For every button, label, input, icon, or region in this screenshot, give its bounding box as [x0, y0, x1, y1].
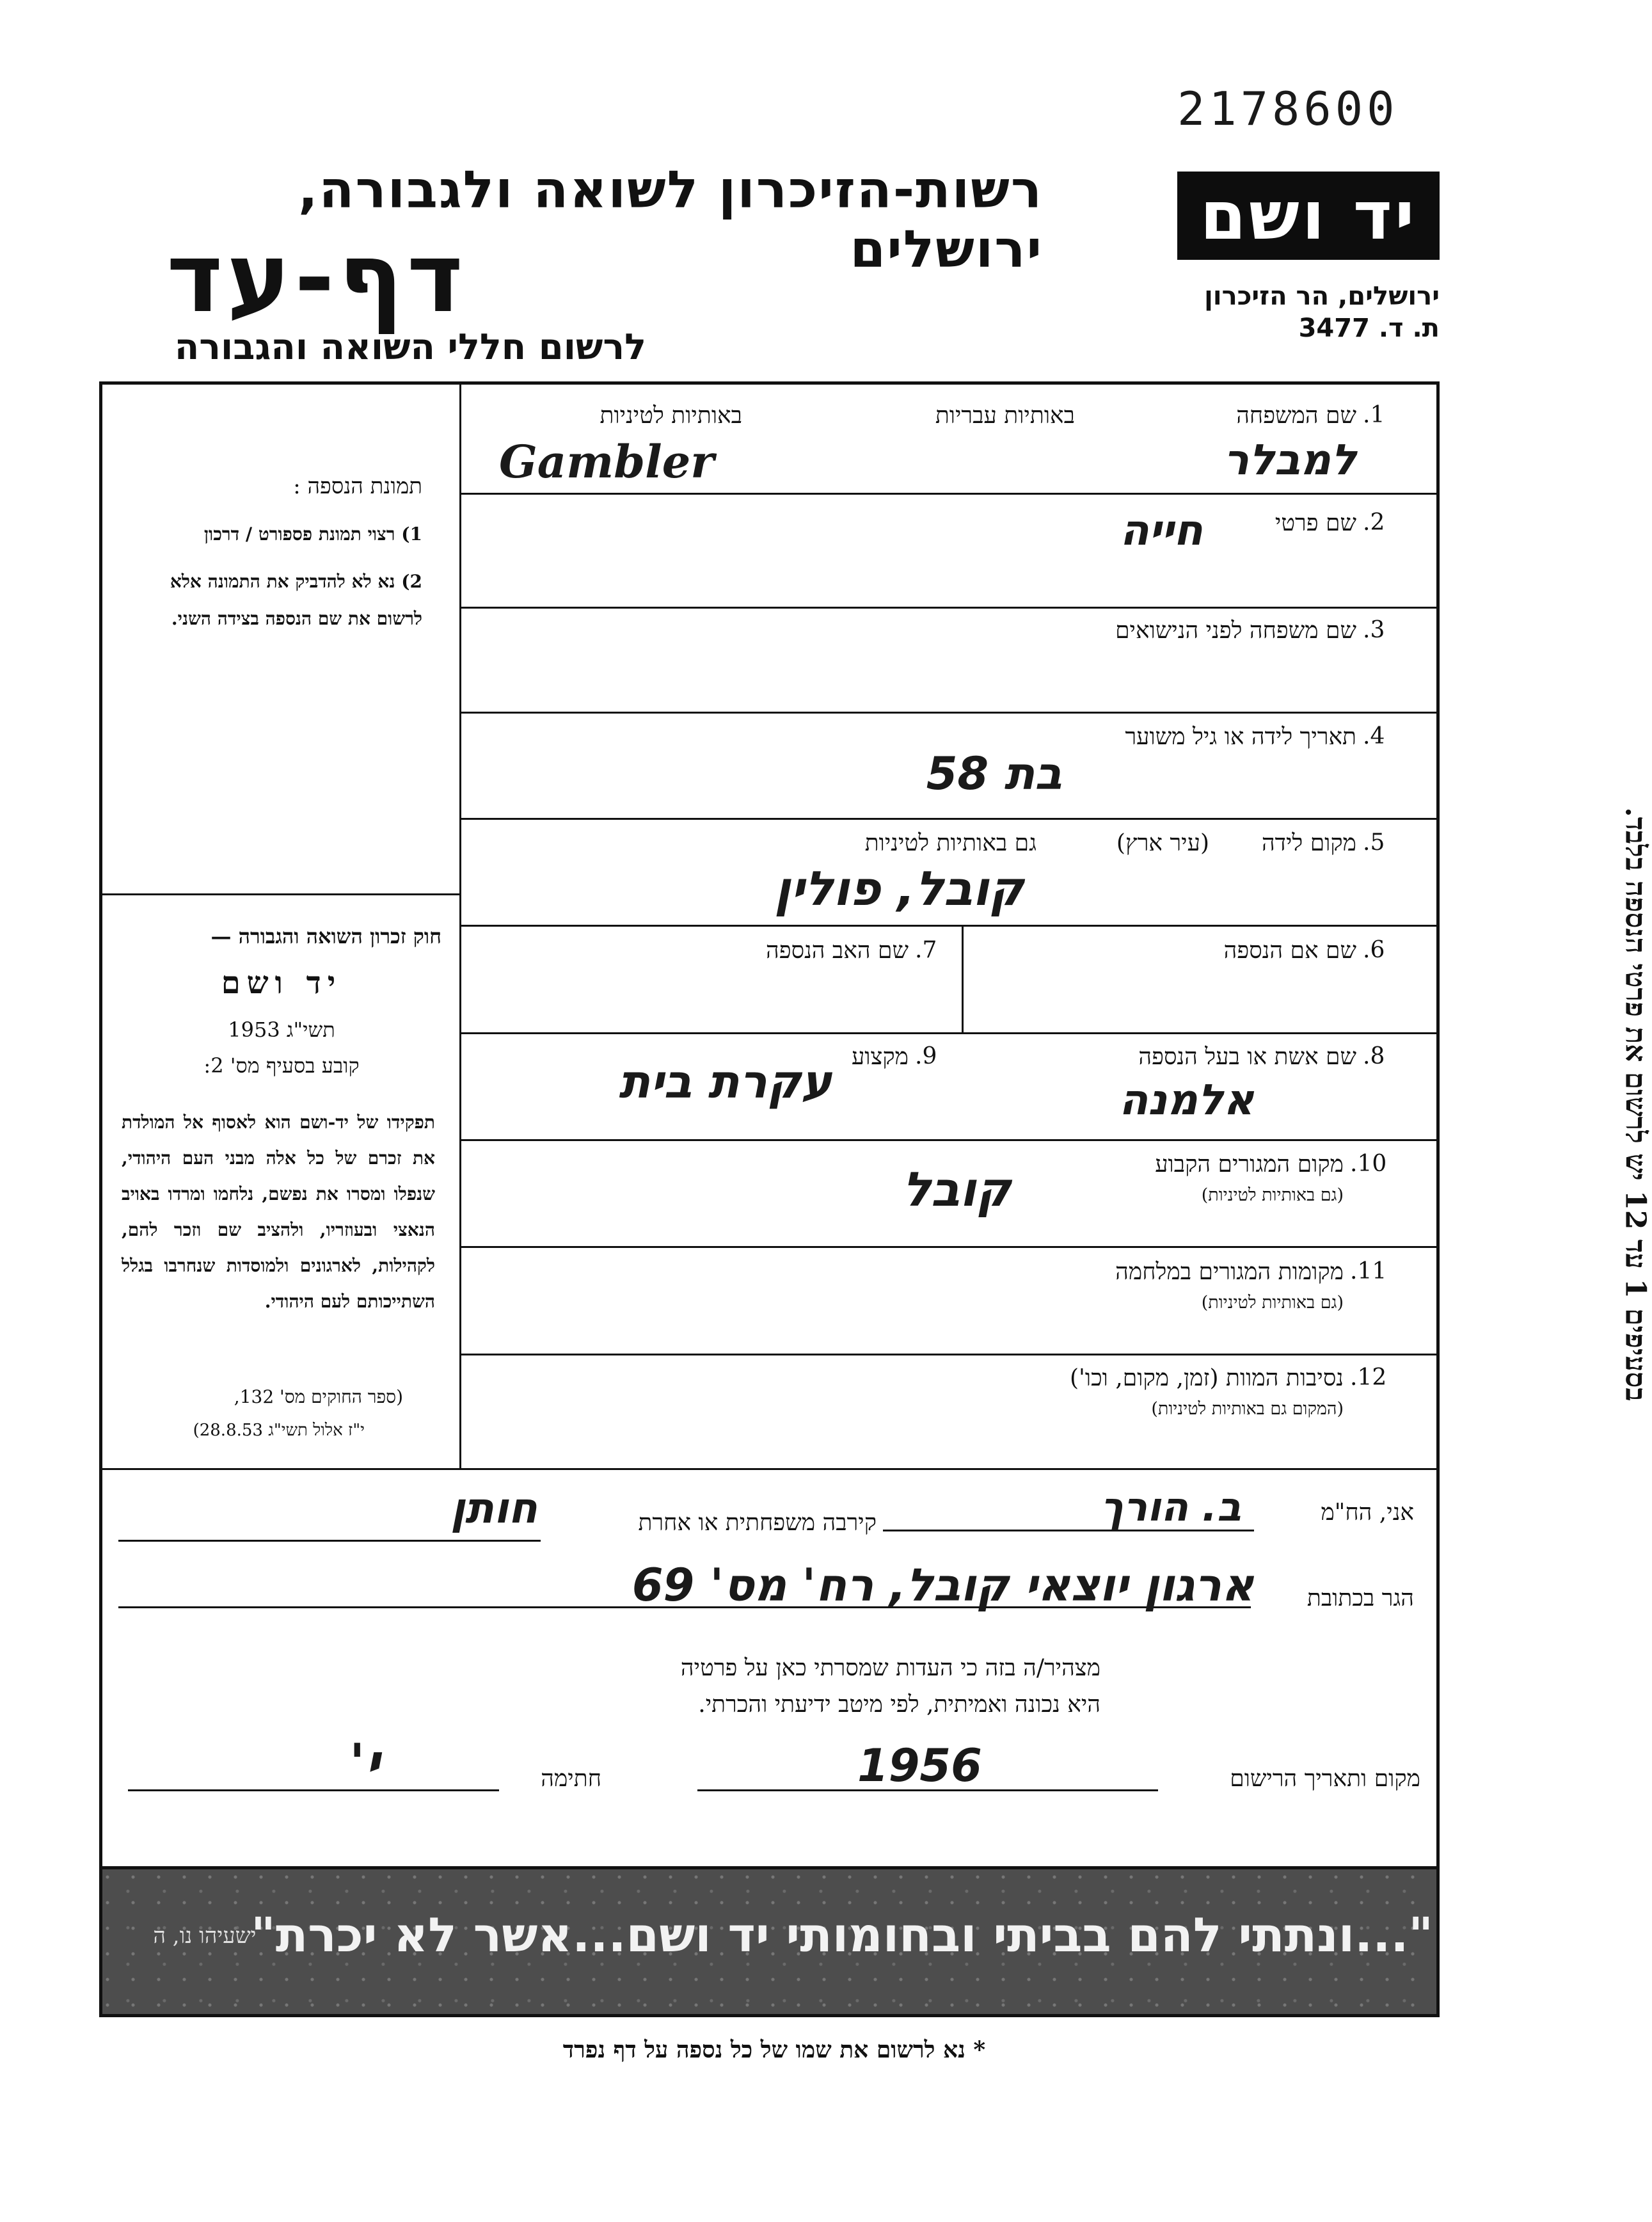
- relation-label: קירבה משפחתית או אחרת: [638, 1510, 877, 1536]
- field-6-label: שם אם הנספה: [1223, 938, 1356, 964]
- statement-line-1: מצהיר/ה בזה כי העדות שמסרתי כאן על פרטיה: [680, 1655, 1100, 1681]
- po-box: ת. ד. 3477: [1298, 314, 1440, 343]
- field-5-label: מקום לידה: [1261, 830, 1356, 856]
- place-date-label: מקום ותאריך הרישום: [1230, 1766, 1420, 1792]
- field-4-label: תאריך לידה או גיל משוער: [1125, 724, 1356, 750]
- sidebar-split: [102, 893, 461, 895]
- field-2-label: שם פרטי: [1275, 510, 1356, 536]
- law-box-title: חוק זכרון השואה והגבורה —: [210, 924, 441, 948]
- field-9-value: עקרת בית: [619, 1055, 832, 1108]
- field-11-label: מקומות המגורים במלחמה: [1115, 1259, 1344, 1285]
- law-box-name: יד ושם: [221, 965, 342, 1001]
- side-note: בסעיפים 1 עד 12 יש לרשום את פרטי הנספה בלבד.: [1619, 807, 1652, 1402]
- photo-box-title: תמונת הנספה :: [293, 474, 422, 499]
- relation-line: [118, 1540, 541, 1542]
- law-box-date: י"ז אלול תשי"ג 28.8.53): [193, 1421, 365, 1440]
- field-7-number: 7.: [915, 937, 937, 963]
- field-11-number: 11.: [1350, 1258, 1387, 1284]
- field-9-label: מקצוע: [851, 1044, 909, 1070]
- field-4-value: בת 58: [926, 747, 1062, 800]
- field-6-number: 6.: [1363, 937, 1385, 963]
- statement-line-2: היא נכונה ואמיתית, לפי מיטב ידיעתי והכרתי.: [698, 1691, 1100, 1718]
- field-1-latin-column: באותיות לטיניות: [600, 403, 742, 429]
- field-8-label: שם אשת או בעל הנספה: [1138, 1044, 1356, 1070]
- field-6-7-divider: [962, 925, 964, 1032]
- field-11-note: (גם באותיות לטיניות): [1201, 1293, 1344, 1313]
- place-date-value: 1956: [857, 1739, 982, 1792]
- field-9-number: 9.: [915, 1043, 937, 1069]
- field-3-label: שם משפחה לפני הנישואים: [1115, 618, 1356, 644]
- declarant-value: ב. הורך: [1100, 1483, 1241, 1530]
- yad-vashem-logo: [1177, 172, 1440, 260]
- field-1-number: 1.: [1363, 402, 1385, 428]
- field-2-number: 2.: [1363, 509, 1385, 536]
- row-separator: [461, 607, 1438, 609]
- sidebar-divider: [459, 384, 461, 1470]
- field-1-label: שם המשפחה: [1236, 403, 1356, 429]
- logo-address: ירושלים, הר הזיכרון: [1204, 282, 1440, 311]
- form-title: דף-עד: [166, 223, 467, 334]
- field-5-latin-note: גם באותיות לטיניות: [864, 830, 1036, 856]
- field-12-number: 12.: [1350, 1364, 1387, 1391]
- field-5-value: קובל, פולין: [774, 861, 1024, 916]
- field-8-value: אלמנה: [1119, 1075, 1254, 1124]
- field-12-note: (המקום גם באותיות לטיניות): [1151, 1399, 1344, 1419]
- field-3-number: 3.: [1363, 617, 1385, 643]
- row-separator: [461, 493, 1438, 495]
- row-separator: [461, 712, 1438, 714]
- authority-heading: רשות-הזיכרון לשואה ולגבורה, ירושלים: [298, 160, 1043, 279]
- address-value: ארגון יוצאי קובל, רח' מס' 69: [631, 1559, 1254, 1611]
- field-10-note: (גם באותיות לטיניות): [1201, 1185, 1344, 1205]
- row-separator: [461, 1139, 1438, 1141]
- field-8-number: 8.: [1363, 1043, 1385, 1069]
- field-12-label: נסיבות המוות (זמן, מקום, וכו'): [1069, 1365, 1344, 1391]
- row-separator: [461, 925, 1438, 927]
- field-1-value-latin: Gambler: [499, 435, 715, 488]
- field-10-value: קובל: [902, 1162, 1011, 1217]
- row-separator: [461, 1246, 1438, 1248]
- law-box-clause: קובע בסעיף מס' 2:: [203, 1053, 360, 1078]
- signature-value: י': [349, 1733, 381, 1793]
- field-5-number: 5.: [1363, 829, 1385, 856]
- row-separator: [461, 1354, 1438, 1355]
- signature-line: [128, 1789, 499, 1791]
- document-number: 2178600: [1177, 82, 1399, 136]
- declarant-label: אני, הח"מ: [1321, 1499, 1414, 1526]
- law-box-year: תשי"ג 1953: [228, 1018, 335, 1042]
- photo-box-item-2: 2) נא לא להדביק את התמונה אלא לרשום את שם הנספה בצידה השני.: [170, 571, 422, 629]
- field-2-value: חייה: [1120, 506, 1203, 555]
- address-label: הגר בכתובת: [1307, 1585, 1414, 1611]
- field-10-label: מקום המגורים הקבוע: [1155, 1151, 1344, 1178]
- form-body-bottom: [102, 1468, 1438, 1470]
- form-subtitle: לרשום חללי השואה והגבורה: [174, 326, 646, 368]
- relation-value: חותן: [450, 1483, 537, 1533]
- law-box-source: (ספר החוקים מס' 132,: [234, 1386, 403, 1407]
- law-box-text: תפקידו של יד-ושם הוא לאסוף אל המולדת את זכרם של כל אלה מבני העם היהודי, שנפלו ומסרו את נפשם, נלחמו ומרדו באויב הנאצי ובעוזריו, ולהציב שם וזכר להם, לקהילות, לארגונים ולמוסדות שנחרבו בגלל השתייכותם לעם היהודי.: [122, 1112, 435, 1312]
- banner-quote: "...ונתתי להם בביתי ובחומותי יד ושם...אשר לא יכרת": [251, 1908, 1433, 1963]
- field-4-number: 4.: [1363, 723, 1385, 749]
- field-1-value-hebrew: למבלר: [1223, 435, 1356, 484]
- row-separator: [461, 1032, 1438, 1034]
- footer-note: * נא לרשום את שמו של כל נספה על דף נפרד: [562, 2036, 986, 2063]
- banner-source: ישעיהו נו, ה: [153, 1923, 257, 1949]
- photo-box-item-1: 1) רצוי תמונת פספורט / דרכון: [203, 524, 422, 545]
- signature-label: חתימה: [541, 1766, 601, 1792]
- row-separator: [461, 818, 1438, 820]
- field-10-number: 10.: [1350, 1151, 1387, 1177]
- field-1-hebrew-column: באותיות עבריות: [935, 403, 1075, 429]
- field-7-label: שם האב הנספה: [766, 938, 909, 964]
- field-5-label-paren: (עיר ארץ): [1116, 830, 1209, 856]
- logo-text: יד ושם: [1200, 177, 1417, 255]
- quote-banner: [99, 1866, 1440, 2017]
